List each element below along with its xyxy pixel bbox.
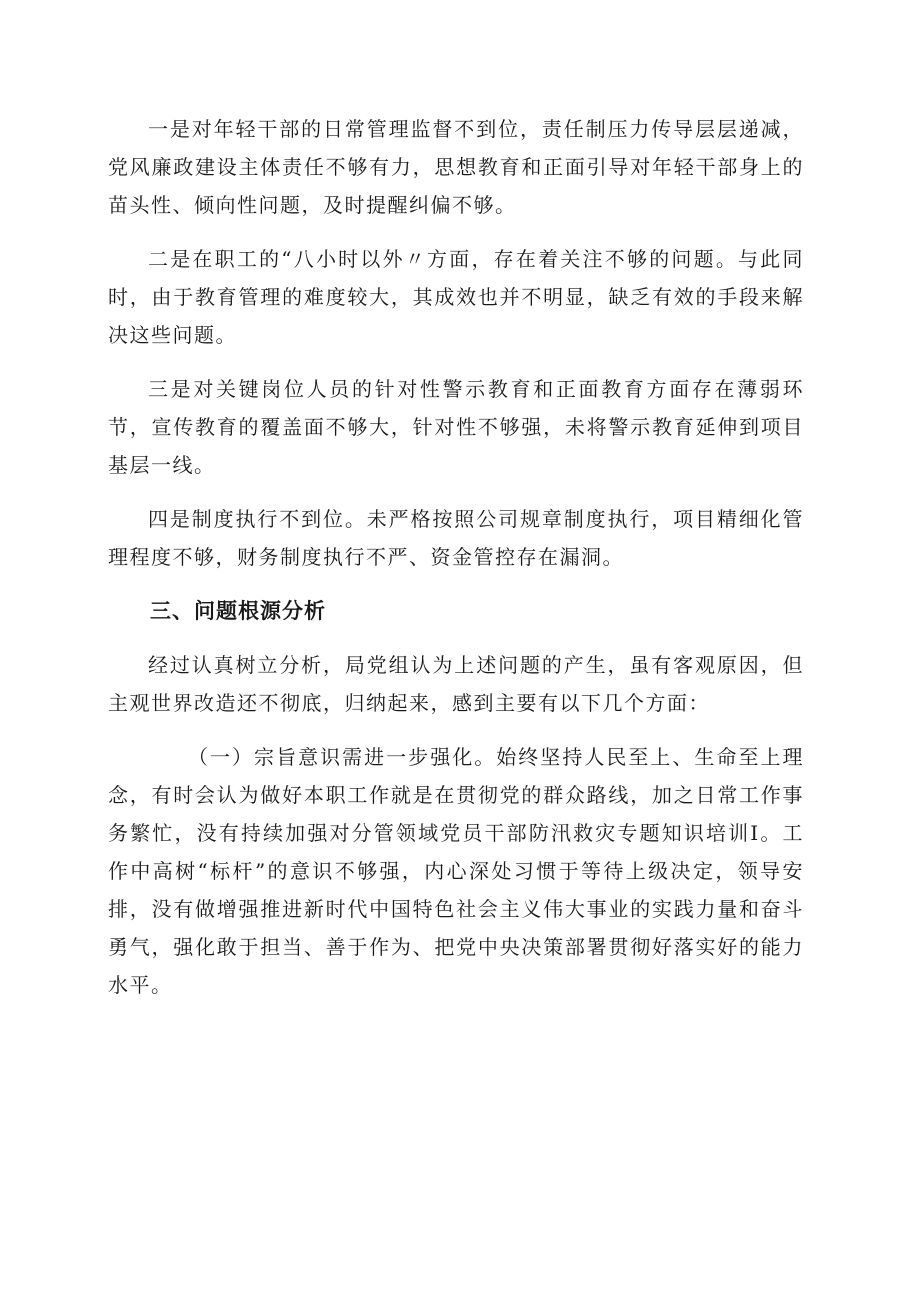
- paragraph-issue-1: 一是对年轻干部的日常管理监督不到位，责任制压力传导层层递减，党风廉政建设主体责任不够有力，思想教育和正面引导对年轻干部身上的苗头性、倾向性问题，及时提醒纠偏不够。: [108, 117, 804, 217]
- section-heading-root-cause: 三、问题根源分析: [150, 599, 326, 623]
- paragraph-issue-2: 二是在职工的“八小时以外〃方面，存在着关注不够的问题。与此同时，由于教育管理的难度较大，其成效也并不明显，缺乏有效的手段来解决这些问题。: [108, 247, 804, 347]
- document-body: [108, 110, 804, 1020]
- paragraph-subsection-1: （一）宗旨意识需进一步强化。始终坚持人民至上、生命至上理念，有时会认为做好本职工作就是在贯彻党的群众路线，加之日常工作事务繁忙，没有持续加强对分管领域党员干部防汛救灾专题知识培训I。工作中高树“标杆”的意识不够强，内心深处习惯于等待上级决定，领导安排，没有做增强推进新时代中国特色社会主义伟大事业的实践力量和奋斗勇气，强化敢于担当、善于作为、把党中央决策部署贯彻好落实好的能力水平。: [108, 745, 804, 997]
- paragraph-issue-3: 三是对关键岗位人员的针对性警示教育和正面教育方面存在薄弱环节，宣传教育的覆盖面不够大，针对性不够强，未将警示教育延伸到项目基层一线。: [108, 377, 804, 477]
- paragraph-issue-4: 四是制度执行不到位。未严格按照公司规章制度执行，项目精细化管理程度不够，财务制度执行不严、资金管控存在漏洞。: [108, 507, 804, 569]
- paragraph-analysis-intro: 经过认真树立分析，局党组认为上述问题的产生，虽有客观原因，但主观世界改造还不彻底，归纳起来，感到主要有以下几个方面：: [108, 653, 804, 715]
